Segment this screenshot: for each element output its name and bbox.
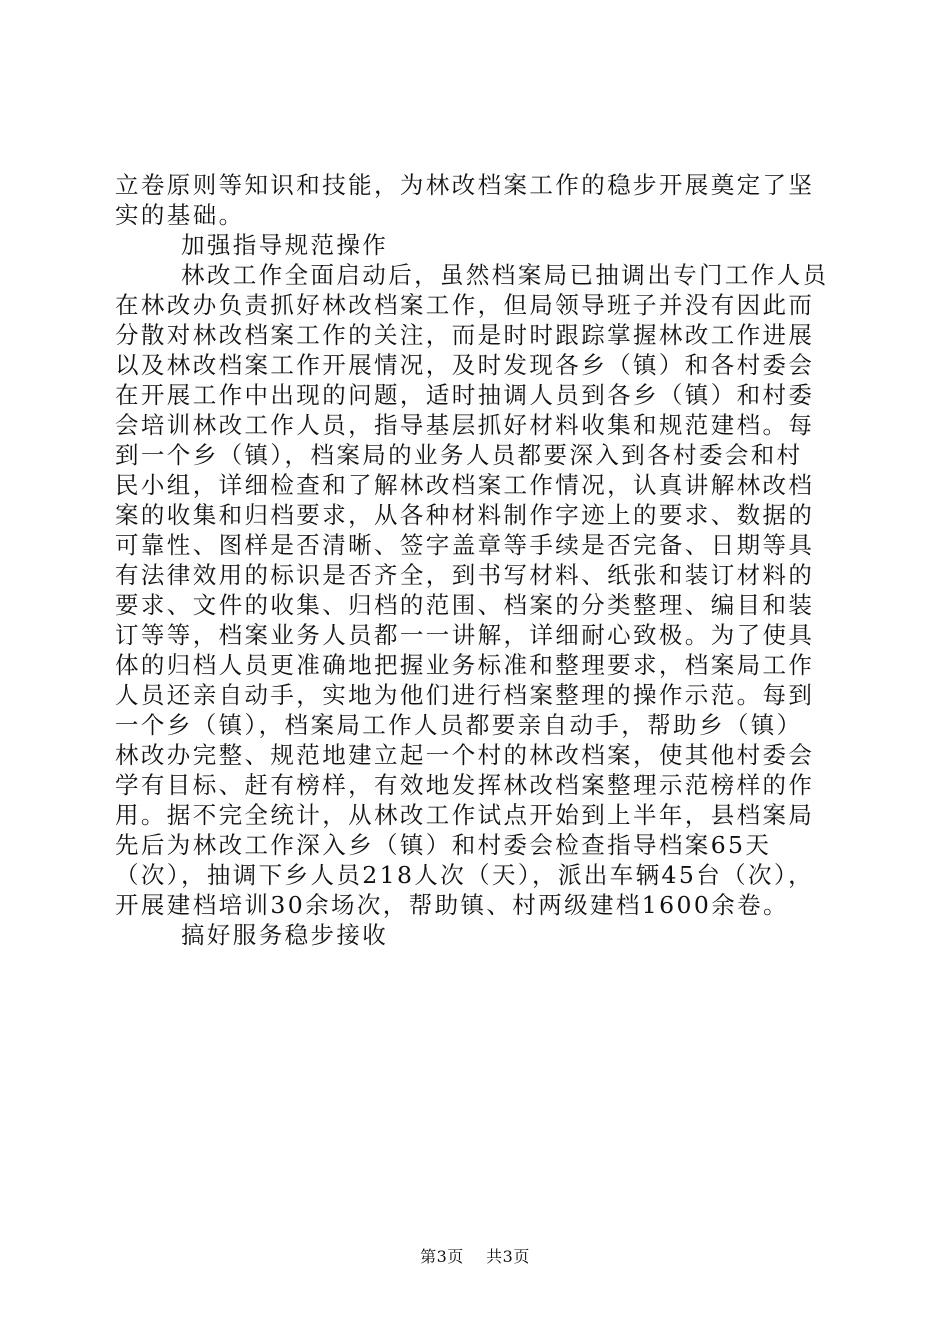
footer-spacer bbox=[469, 1247, 480, 1266]
text-line: 实的基础。 bbox=[115, 201, 245, 229]
text-line: 搞好服务稳步接收 bbox=[181, 921, 389, 949]
text-line: 人员还亲自动手，实地为他们进行档案整理的操作示范。每到 bbox=[115, 681, 815, 709]
page-footer bbox=[0, 1244, 950, 1267]
text-line: 到一个乡（镇），档案局的业务人员都要深入到各村委会和村 bbox=[115, 441, 803, 469]
text-line: 民小组，详细检查和了解林改档案工作情况，认真讲解林改档 bbox=[115, 471, 815, 499]
text-line: 立卷原则等知识和技能，为林改档案工作的稳步开展奠定了坚 bbox=[115, 171, 815, 199]
text-line: 开展建档培训30余场次，帮助镇、村两级建档1600余卷。 bbox=[115, 891, 789, 919]
text-line: 以及林改档案工作开展情况，及时发现各乡（镇）和各村委会 bbox=[115, 351, 815, 379]
text-line: 学有目标、赶有榜样，有效地发挥林改档案整理示范榜样的作 bbox=[115, 771, 815, 799]
text-line: 订等等，档案业务人员都一一讲解，详细耐心致极。为了使具 bbox=[115, 621, 815, 649]
text-line: 林改工作全面启动后，虽然档案局已抽调出专门工作人员 bbox=[181, 261, 829, 289]
text-line: 一个乡（镇），档案局工作人员都要亲自动手，帮助乡（镇） bbox=[115, 711, 803, 739]
text-line: 在开展工作中出现的问题，适时抽调人员到各乡（镇）和村委 bbox=[115, 381, 815, 409]
text-line: 分散对林改档案工作的关注，而是时时跟踪掌握林改工作进展 bbox=[115, 321, 815, 349]
text-line: 体的归档人员更准确地把握业务标准和整理要求，档案局工作 bbox=[115, 651, 815, 679]
text-line: 在林改办负责抓好林改档案工作，但局领导班子并没有因此而 bbox=[115, 291, 815, 319]
text-line: （次），抽调下乡人员218人次（天），派出车辆45台（次）， bbox=[115, 861, 815, 889]
text-line: 先后为林改工作深入乡（镇）和村委会检查指导档案65天 bbox=[115, 831, 772, 859]
page-number: 第3页 bbox=[420, 1247, 464, 1266]
text-line: 加强指导规范操作 bbox=[181, 231, 389, 259]
text-line: 林改办完整、规范地建立起一个村的林改档案，使其他村委会 bbox=[115, 741, 815, 769]
text-line: 案的收集和归档要求，从各种材料制作字迹上的要求、数据的 bbox=[115, 501, 815, 529]
text-line: 有法律效用的标识是否齐全，到书写材料、纸张和装订材料的 bbox=[115, 561, 815, 589]
text-line: 会培训林改工作人员，指导基层抓好材料收集和规范建档。每 bbox=[115, 411, 815, 439]
document-body bbox=[115, 170, 840, 950]
page-total: 共3页 bbox=[486, 1247, 530, 1266]
text-line: 可靠性、图样是否清晰、签字盖章等手续是否完备、日期等具 bbox=[115, 531, 815, 559]
text-line: 用。据不完全统计，从林改工作试点开始到上半年，县档案局 bbox=[115, 801, 815, 829]
text-line: 要求、文件的收集、归档的范围、档案的分类整理、编目和装 bbox=[115, 591, 815, 619]
